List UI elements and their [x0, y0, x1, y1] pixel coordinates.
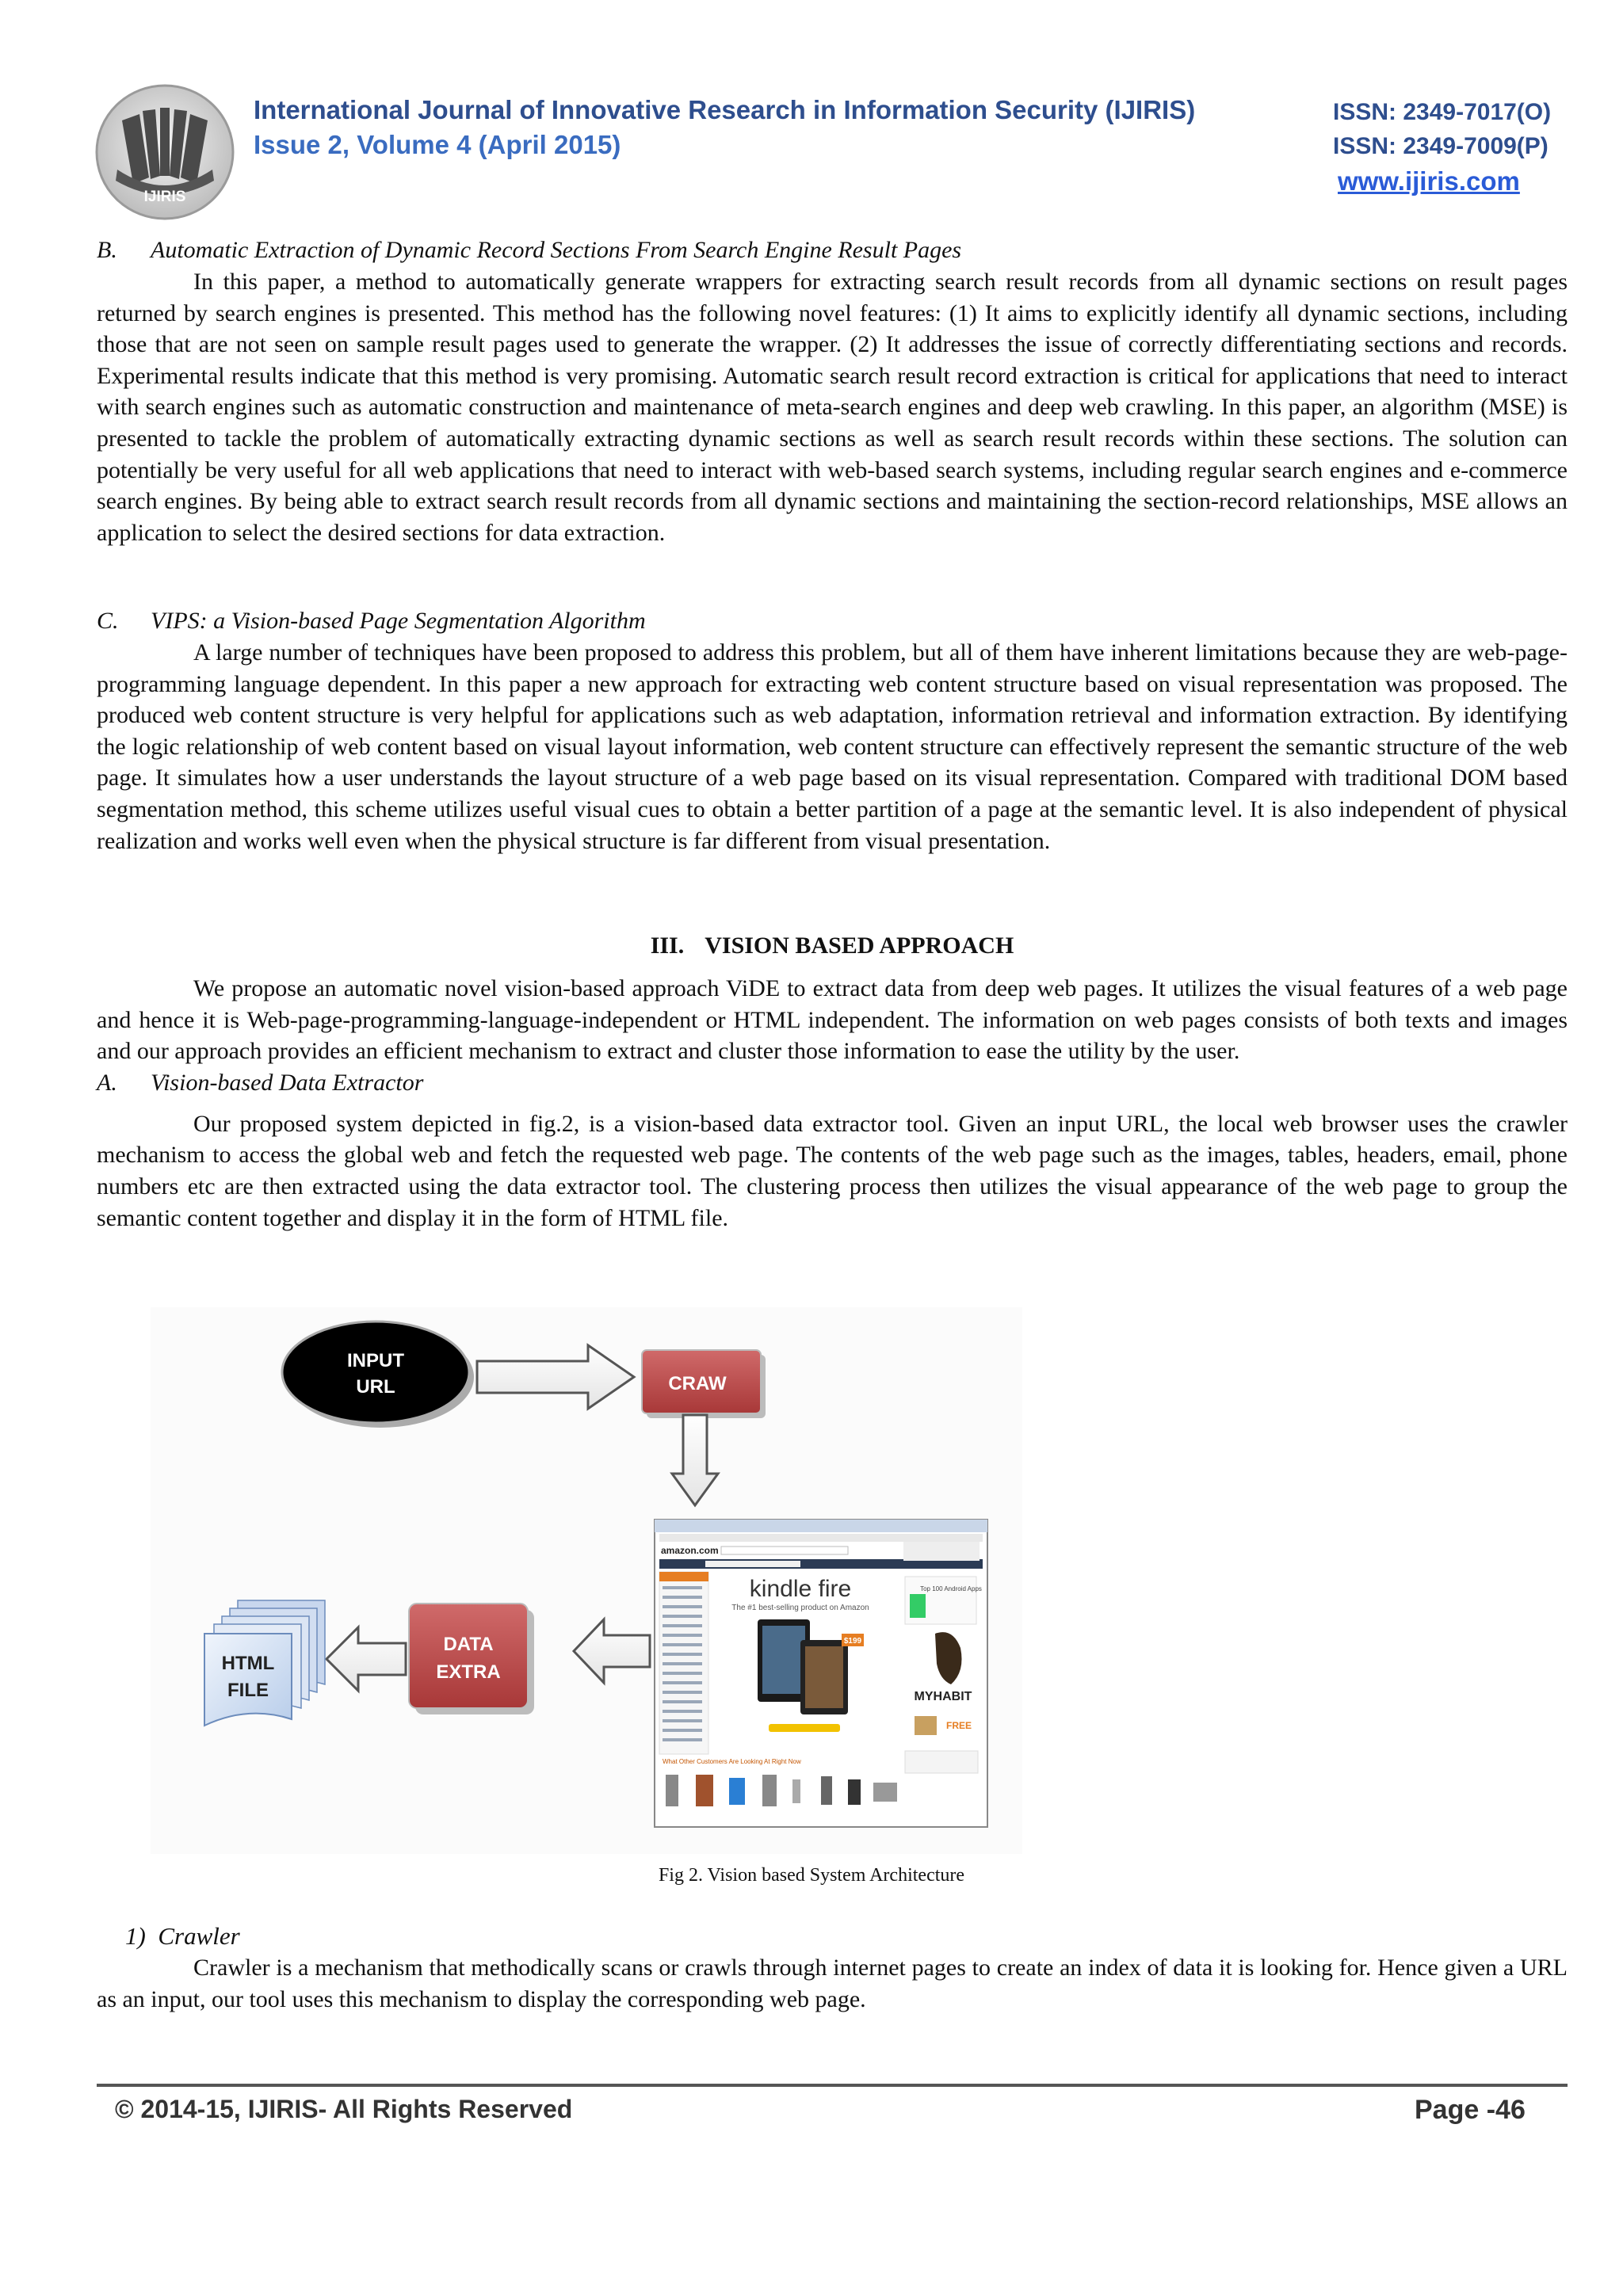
- section-iii-paragraph: We propose an automatic novel vision-based approach ViDE to extract data from deep web pages. It utilizes the visual features of a web page and hence it is Web-page-programming-language-independent or HTML independent. The information on web pages consists of both texts and images and our approach provides an efficient mechanism to extract and cluster those information to ease the utility by the user.: [97, 975, 1568, 1065]
- section-b-paragraph: In this paper, a method to automatically generate wrappers for extracting search result records from all dynamic sections on result pages returned by search engines is presented. This method has the following novel features: (1) It aims to explicitly identify all dynamic sections, including those that are not seen on sample result pages used to generate the wrapper. (2) It addresses the issue of correctly differentiating sections and records. Experimental results indicate that this method is very promising. Automatic search result record extraction is critical for applications that need to interact with search engines such as automatic construction and maintenance of meta-search engines and deep web crawling. In this paper, an algorithm (MSE) is presented to tackle the problem of automatically extracting dynamic sections as well as search result records within these sections. The solution can potentially be very useful for all web applications that need to interact with web-based search systems, including regular search engines and e-commerce search engines. By being able to extract search result records from all dynamic sections and maintaining the section-record relationships, MSE allows an application to select the desired sections for data extraction.: [97, 269, 1568, 546]
- figure-caption: Fig 2. Vision based System Architecture: [658, 1865, 965, 1886]
- svg-text:amazon.com: amazon.com: [661, 1545, 719, 1556]
- svg-text:What Other Customers Are Looki: What Other Customers Are Looking At Right Now: [663, 1758, 801, 1765]
- svg-text:MYHABIT: MYHABIT: [914, 1690, 972, 1703]
- logo-text: IJIRIS: [143, 189, 186, 205]
- data-extractor-node: [409, 1604, 534, 1714]
- section-b-heading: B. Automatic Extraction of Dynamic Record Sections From Search Engine Result Pages: [97, 237, 962, 263]
- crawler-section: [97, 1920, 1568, 2015]
- footer-rule: [97, 2084, 1568, 2087]
- section-c-heading: C. VIPS: a Vision-based Page Segmentation Algorithm: [97, 608, 646, 634]
- section-a-heading: A. Vision-based Data Extractor: [97, 1069, 424, 1096]
- section-c-paragraph: A large number of techniques have been proposed to address this problem, but all of them have inherent limitations because they are web-page-programming language dependent. In this paper a new approach for extracting web content structure based on visual representation was proposed. The produced web content structure is very helpful for applications such as web adaptation, information retrieval and information extraction. By identifying the logic relationship of web content based on visual layout information, web content structure can effectively represent the semantic structure of the web page. It simulates how a user understands the layout structure of a web page based on its visual representation. Compared with traditional DOM based segmentation method, this scheme utilizes useful visual cues to obtain a better partition of a page at the semantic level. It is also independent of physical realization and works well even when the physical structure is far different from visual presentation.: [97, 639, 1568, 854]
- journal-logo: [94, 82, 236, 221]
- issn-print: ISSN: 2349-7009(P): [1333, 133, 1549, 159]
- svg-text:FILE: FILE: [227, 1680, 269, 1701]
- svg-text:CRAW: CRAW: [668, 1373, 727, 1394]
- svg-text:EXTRA: EXTRA: [436, 1661, 501, 1683]
- section-c: [97, 605, 1568, 856]
- system-architecture-figure: [151, 1307, 1022, 1854]
- website-link[interactable]: www.ijiris.com: [1338, 166, 1520, 196]
- svg-text:INPUT: INPUT: [347, 1350, 404, 1371]
- journal-title: International Journal of Innovative Research in Information Security (IJIRIS): [254, 95, 1196, 124]
- svg-text:FREE: FREE: [946, 1720, 972, 1731]
- section-a-paragraph: Our proposed system depicted in fig.2, is a vision-based data extractor tool. Given an input URL, the local web browser uses the crawler mechanism to access the global web and fetch the requested web page. The contents of the web page such as the images, tables, headers, email, phone numbers etc are then extracted using the data extractor tool. The clustering process then utilizes the visual appearance of the web page to group the semantic content together and display it in the form of HTML file.: [97, 1110, 1568, 1231]
- svg-text:The #1 best-selling product on: The #1 best-selling product on Amazon: [731, 1604, 869, 1612]
- webpage-screenshot: [655, 1520, 987, 1827]
- section-iii: [97, 930, 1568, 1234]
- svg-text:URL: URL: [356, 1376, 395, 1398]
- svg-text:Top 100 Android Apps: Top 100 Android Apps: [920, 1585, 982, 1592]
- crawler-paragraph: Crawler is a mechanism that methodically scans or crawls through internet pages to create an index of data it is looking for. Hence given a URL as an input, our tool uses this mechanism to display the corresponding web page.: [97, 1955, 1568, 2012]
- footer-copyright: © 2014-15, IJIRIS- All Rights Reserved: [115, 2095, 573, 2123]
- svg-text:kindle fire: kindle fire: [749, 1576, 852, 1602]
- svg-text:DATA: DATA: [443, 1634, 494, 1655]
- issn-online: ISSN: 2349-7017(O): [1333, 99, 1552, 125]
- section-iii-heading: III. VISION BASED APPROACH: [650, 933, 1014, 959]
- crawler-heading: 1) Crawler: [125, 1922, 240, 1950]
- svg-text:HTML: HTML: [221, 1653, 275, 1674]
- crawler-node: [642, 1350, 766, 1418]
- section-b: [97, 235, 1568, 548]
- issue-info: Issue 2, Volume 4 (April 2015): [254, 130, 621, 159]
- page-number: Page -46: [1415, 2095, 1526, 2125]
- svg-text:$199: $199: [843, 1637, 862, 1646]
